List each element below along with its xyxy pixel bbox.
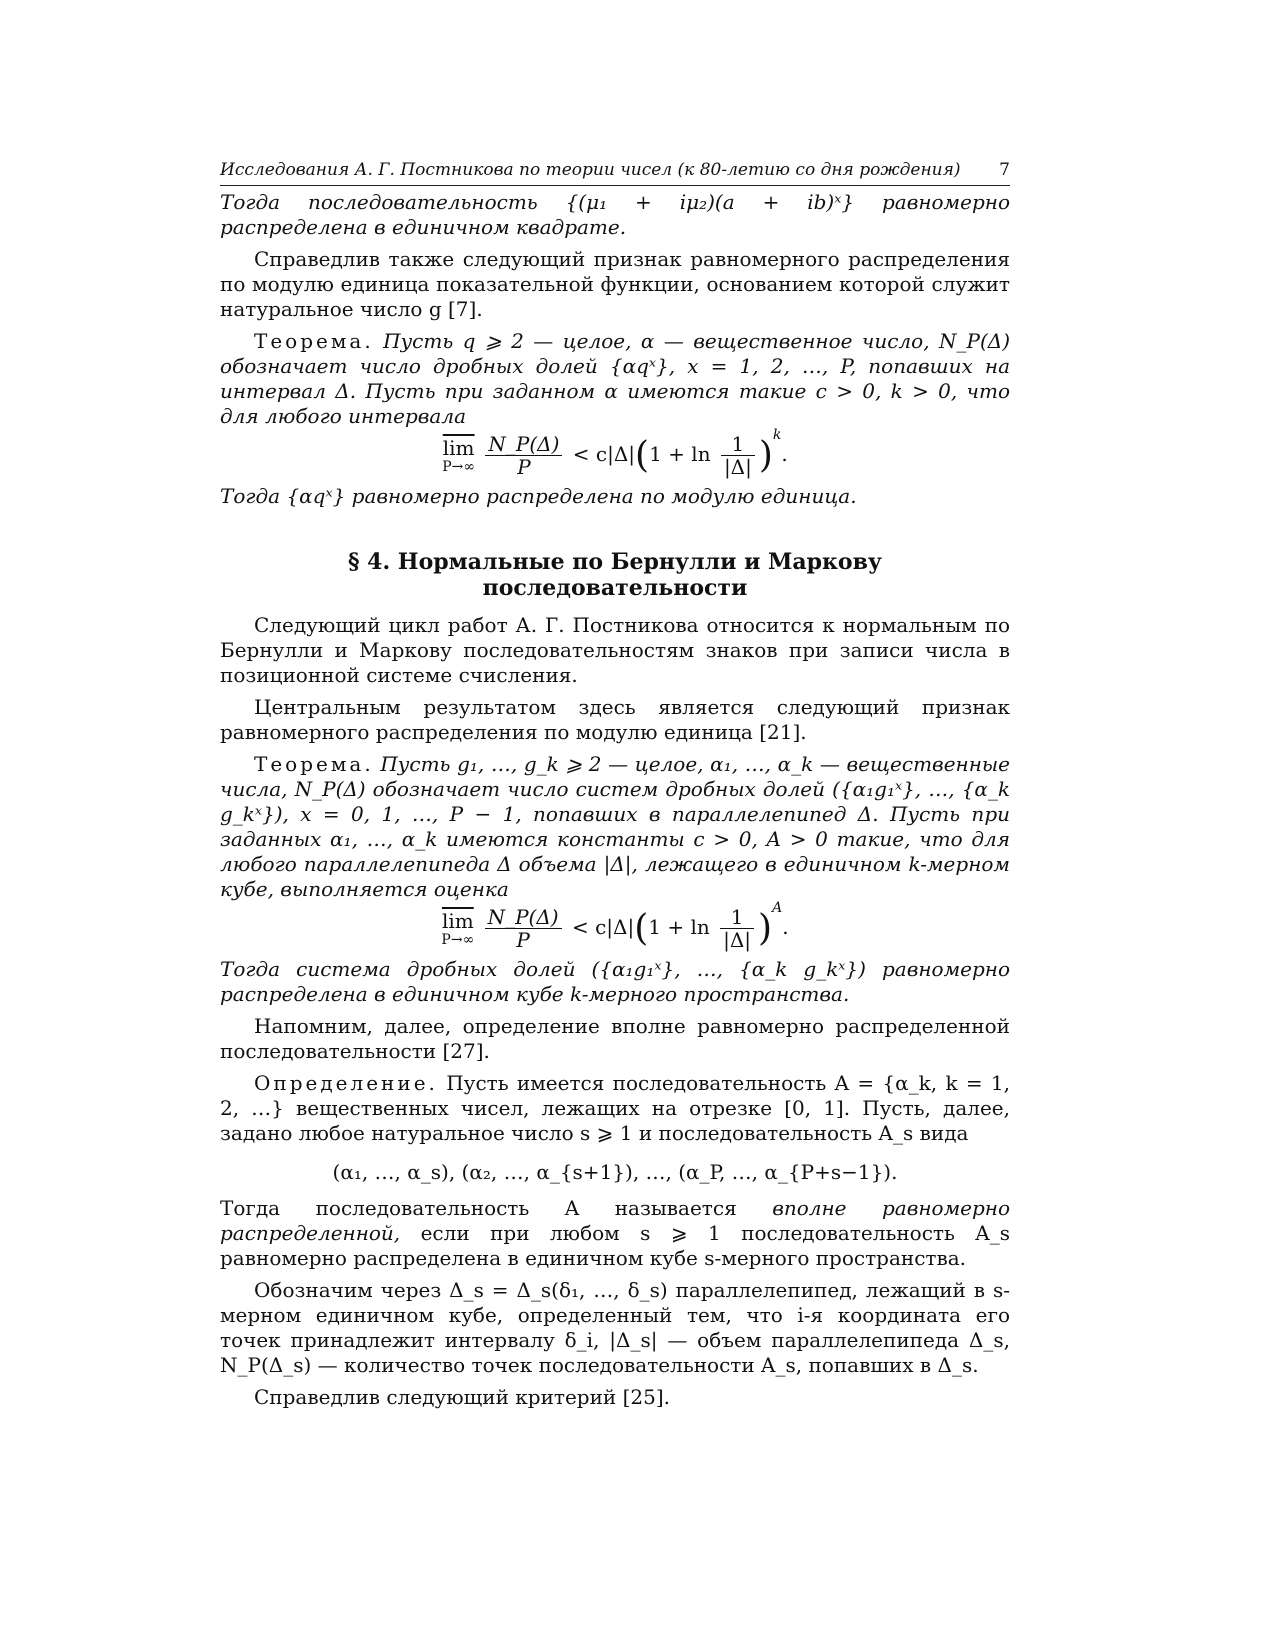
definition: [220, 1071, 1010, 1146]
formula-sequence: (α₁, …, α_s), (α₂, …, α_{s+1}), …, (α_P, …, α_{P+s−1}).: [332, 1160, 898, 1184]
paragraph-central-result: Центральным результатом здесь является следующий признак равномерного распределения по модулю единица [21].: [220, 695, 1010, 744]
running-header: [220, 160, 1010, 186]
paragraph-conclusion-1: Тогда последовательность {(μ₁ + iμ₂)(a + ib)ˣ} равномерно распределена в единичном квадрате.: [220, 190, 1010, 239]
formula-1-exponent: k: [772, 427, 782, 443]
theorem-1-text: Пусть q ⩾ 2 — целое, α — вещественное число, N_P(Δ) обозначает число дробных долей {αqˣ}, x = 1, 2, …, P, попавших на интервал Δ. Пусть при заданном α имеются такие c > 0, k > 0, что для любого интервала: [220, 329, 1010, 428]
definition-label: Определение.: [254, 1071, 438, 1095]
formula-limsup-1: $\overline{lim}$ P→∞ $\frac{N\_P(\Delta)}{P}$ < c|Δ|(1 + ln $\frac{1}{|\Delta|}$ )$^k$.: [442, 427, 788, 479]
page: [220, 160, 1010, 1410]
paragraph-criterion: Справедлив следующий критерий [25].: [254, 1385, 671, 1409]
page-number: 7: [999, 160, 1010, 180]
paragraph-criterion-intro: Справедлив также следующий признак равномерного распределения по модулю единица показательной функции, основанием которой служит натуральное число g [7].: [220, 247, 1010, 321]
paragraph-definition-end: Тогда последовательность A называется вполне равномерно распределенной, если при любом s ⩾ 1 последовательность A_s равномерно распределена в единичном кубе s-мерного пространства.: [220, 1196, 1011, 1270]
defined-term: вполне равномерно распределенной,: [220, 1196, 1011, 1245]
paragraph-conclusion-3: Тогда система дробных долей ({α₁g₁ˣ}, …, {α_k g_kˣ}) равномерно распределена в единичном кубе k-мерного пространства.: [220, 957, 1010, 1006]
section-title: § 4. Нормальные по Бернулли и Маркову последовательности: [348, 549, 882, 601]
theorem-2-text: Пусть g₁, …, g_k ⩾ 2 — целое, α₁, …, α_k — вещественные числа, N_P(Δ) обозначает число систем дробных долей ({α₁g₁ˣ}, …, {α_k g_kˣ}), x = 0, 1, …, P − 1, попавших в параллелепипед Δ. Пусть при заданных α₁, …, α_k имеются константы c > 0, A > 0 такие, что для любого параллелепипеда Δ объема |Δ|, лежащего в единичном k-мерном кубе, выполняется оценка: [220, 752, 1010, 901]
paragraph-notation: Обозначим через Δ_s = Δ_s(δ₁, …, δ_s) параллелепипед, лежащий в s-мерном единичном кубе, определенный тем, что i-я координата его точек принадлежит интервалу δ_i, |Δ_s| — объем параллелепипеда Δ_s, N_P(Δ_s) — количество точек последовательности A_s, попавших в Δ_s.: [220, 1278, 1010, 1377]
definition-text: Пусть имеется последовательность A = {α_k, k = 1, 2, …} вещественных чисел, лежащих на отрезке [0, 1]. Пусть, далее, задано любое натуральное число s ⩾ 1 и последовательность A_s вида: [220, 1071, 1011, 1145]
paragraph-section-intro: Следующий цикл работ А. Г. Постникова относится к нормальным по Бернулли и Маркову последовательностям знаков при записи числа в позиционной системе счисления.: [220, 613, 1010, 687]
theorem-1-label: Теорема.: [254, 329, 374, 353]
formula-limsup-2: $\overline{lim}$ P→∞ $\frac{N\_P(\Delta)}{P}$ < c|Δ|(1 + ln $\frac{1}{|\Delta|}$ )$^A$.: [441, 900, 789, 952]
paragraph-definition-intro: Напомним, далее, определение вполне равномерно распределенной последовательности [27].: [220, 1014, 1010, 1063]
paragraph-conclusion-2: Тогда {αqˣ} равномерно распределена по модулю единица.: [220, 484, 857, 508]
theorem-1: [220, 329, 1010, 429]
theorem-2: [220, 752, 1010, 902]
formula-2-exponent: A: [772, 900, 783, 916]
theorem-2-label: Теорема.: [254, 752, 374, 776]
header-title: Исследования А. Г. Постникова по теории чисел (к 80-летию со дня рождения): [220, 160, 961, 180]
